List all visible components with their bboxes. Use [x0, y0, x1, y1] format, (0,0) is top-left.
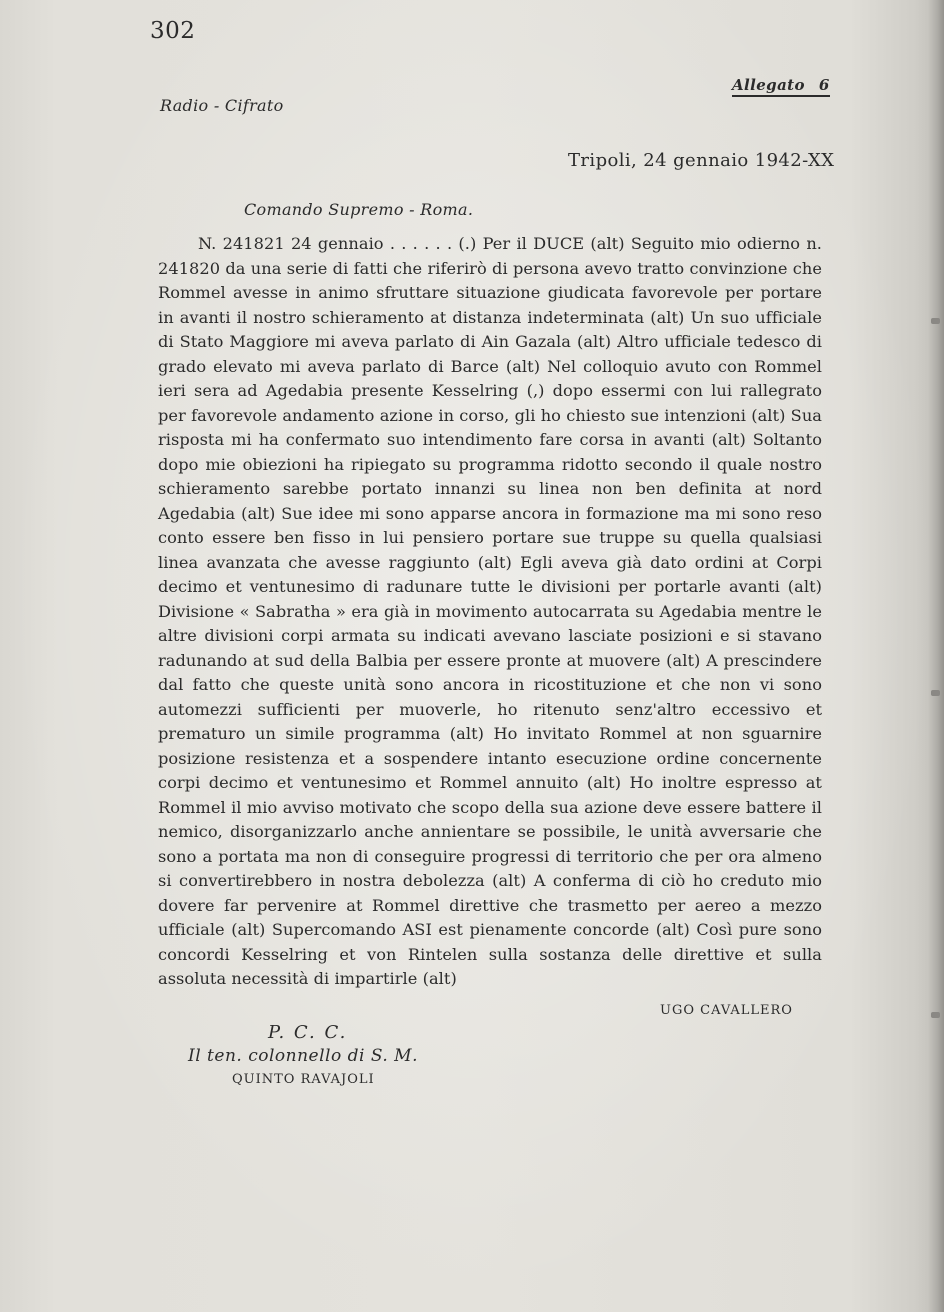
addressee: Comando Supremo - Roma.: [244, 200, 474, 219]
attachment-label-text: Allegato: [732, 76, 805, 94]
certification-mark: P. C. C.: [268, 1022, 348, 1043]
place-date: Tripoli, 24 gennaio 1942-XX: [568, 150, 835, 171]
transmission-type: Radio - Cifrato: [160, 96, 284, 115]
attachment-label: [732, 76, 830, 97]
certifier-name: QUINTO RAVAJOLI: [232, 1072, 375, 1087]
signature: UGO CAVALLERO: [660, 1003, 793, 1018]
certifier-rank: Il ten. colonnello di S. M.: [188, 1046, 418, 1066]
page-edge-shadow: [928, 0, 944, 1312]
scan-mark: [931, 1012, 940, 1018]
message-body: N. 241821 24 gennaio . . . . . . (.) Per il DUCE (alt) Seguito mio odierno n. 241820 da una serie di fatti che riferirò di persona avevo tratto convinzione che Rommel avesse in animo sfruttare situazione giudicata favorevole per portare in avanti il nostro schieramento at distanza indeterminata (alt) Un suo ufficiale di Stato Maggiore mi aveva parlato di Ain Gazala (alt) Altro ufficiale tedesco di grado elevato mi aveva parlato di Barce (alt) Nel colloquio avuto con Rommel ieri sera ad Agedabia presente Kesselring (,) dopo essermi con lui rallegrato per favorevole andamento azione in corso, gli ho chiesto sue intenzioni (alt) Sua risposta mi ha confermato suo intendimento fare corsa in avanti (alt) Soltanto dopo mie obiezioni ha ripiegato su programma ridotto secondo il quale nostro schieramento sarebbe portato innanzi su linea non ben definita at nord Agedabia (alt) Sue idee mi sono apparse ancora in formazione ma mi sono reso conto essere ben fisso in lui pensiero portare sue truppe su quella qualsiasi linea avanzata che avesse raggiunto (alt) Egli aveva già dato ordini at Corpi decimo et ventunesimo di radunare tutte le divisioni per portarle avanti (alt) Divisione « Sabratha » era già in movimento autocarrata su Agedabia mentre le altre divisioni corpi armata su indicati avevano lasciate posizioni e si stavano radunando at sud della Balbia per essere pronte at muovere (alt) A prescindere dal fatto che queste unità sono ancora in ricostituzione et che non vi sono automezzi sufficienti per muoverle, ho ritenuto senz'altro eccessivo et prematuro un simile programma (alt) Ho invitato Rommel at non sguarnire posizione resistenza et a sospendere intanto esecuzione ordine concernente corpi decimo et ventunesimo et Rommel annuito (alt) Ho inoltre espresso at Rommel il mio avviso motivato che scopo della sua azione deve essere battere il nemico, disorganizzarlo anche annientare se possibile, le unità avversarie che sono a portata ma non di conseguire progressi di territorio che per ora almeno si convertirebbero in nostra debolezza (alt) A conferma di ciò ho creduto mio dovere far pervenire at Rommel direttive che trasmetto per aereo a mezzo ufficiale (alt) Supercomando ASI est pienamente concorde (alt) Così pure sono concordi Kesselring et von Rintelen sulla sostanza delle direttive et sulla assoluta necessità di impartirle (alt): [158, 234, 822, 988]
scan-mark: [931, 318, 940, 324]
page-number: 302: [150, 18, 196, 44]
scan-mark: [931, 690, 940, 696]
attachment-number: 6: [818, 76, 830, 94]
